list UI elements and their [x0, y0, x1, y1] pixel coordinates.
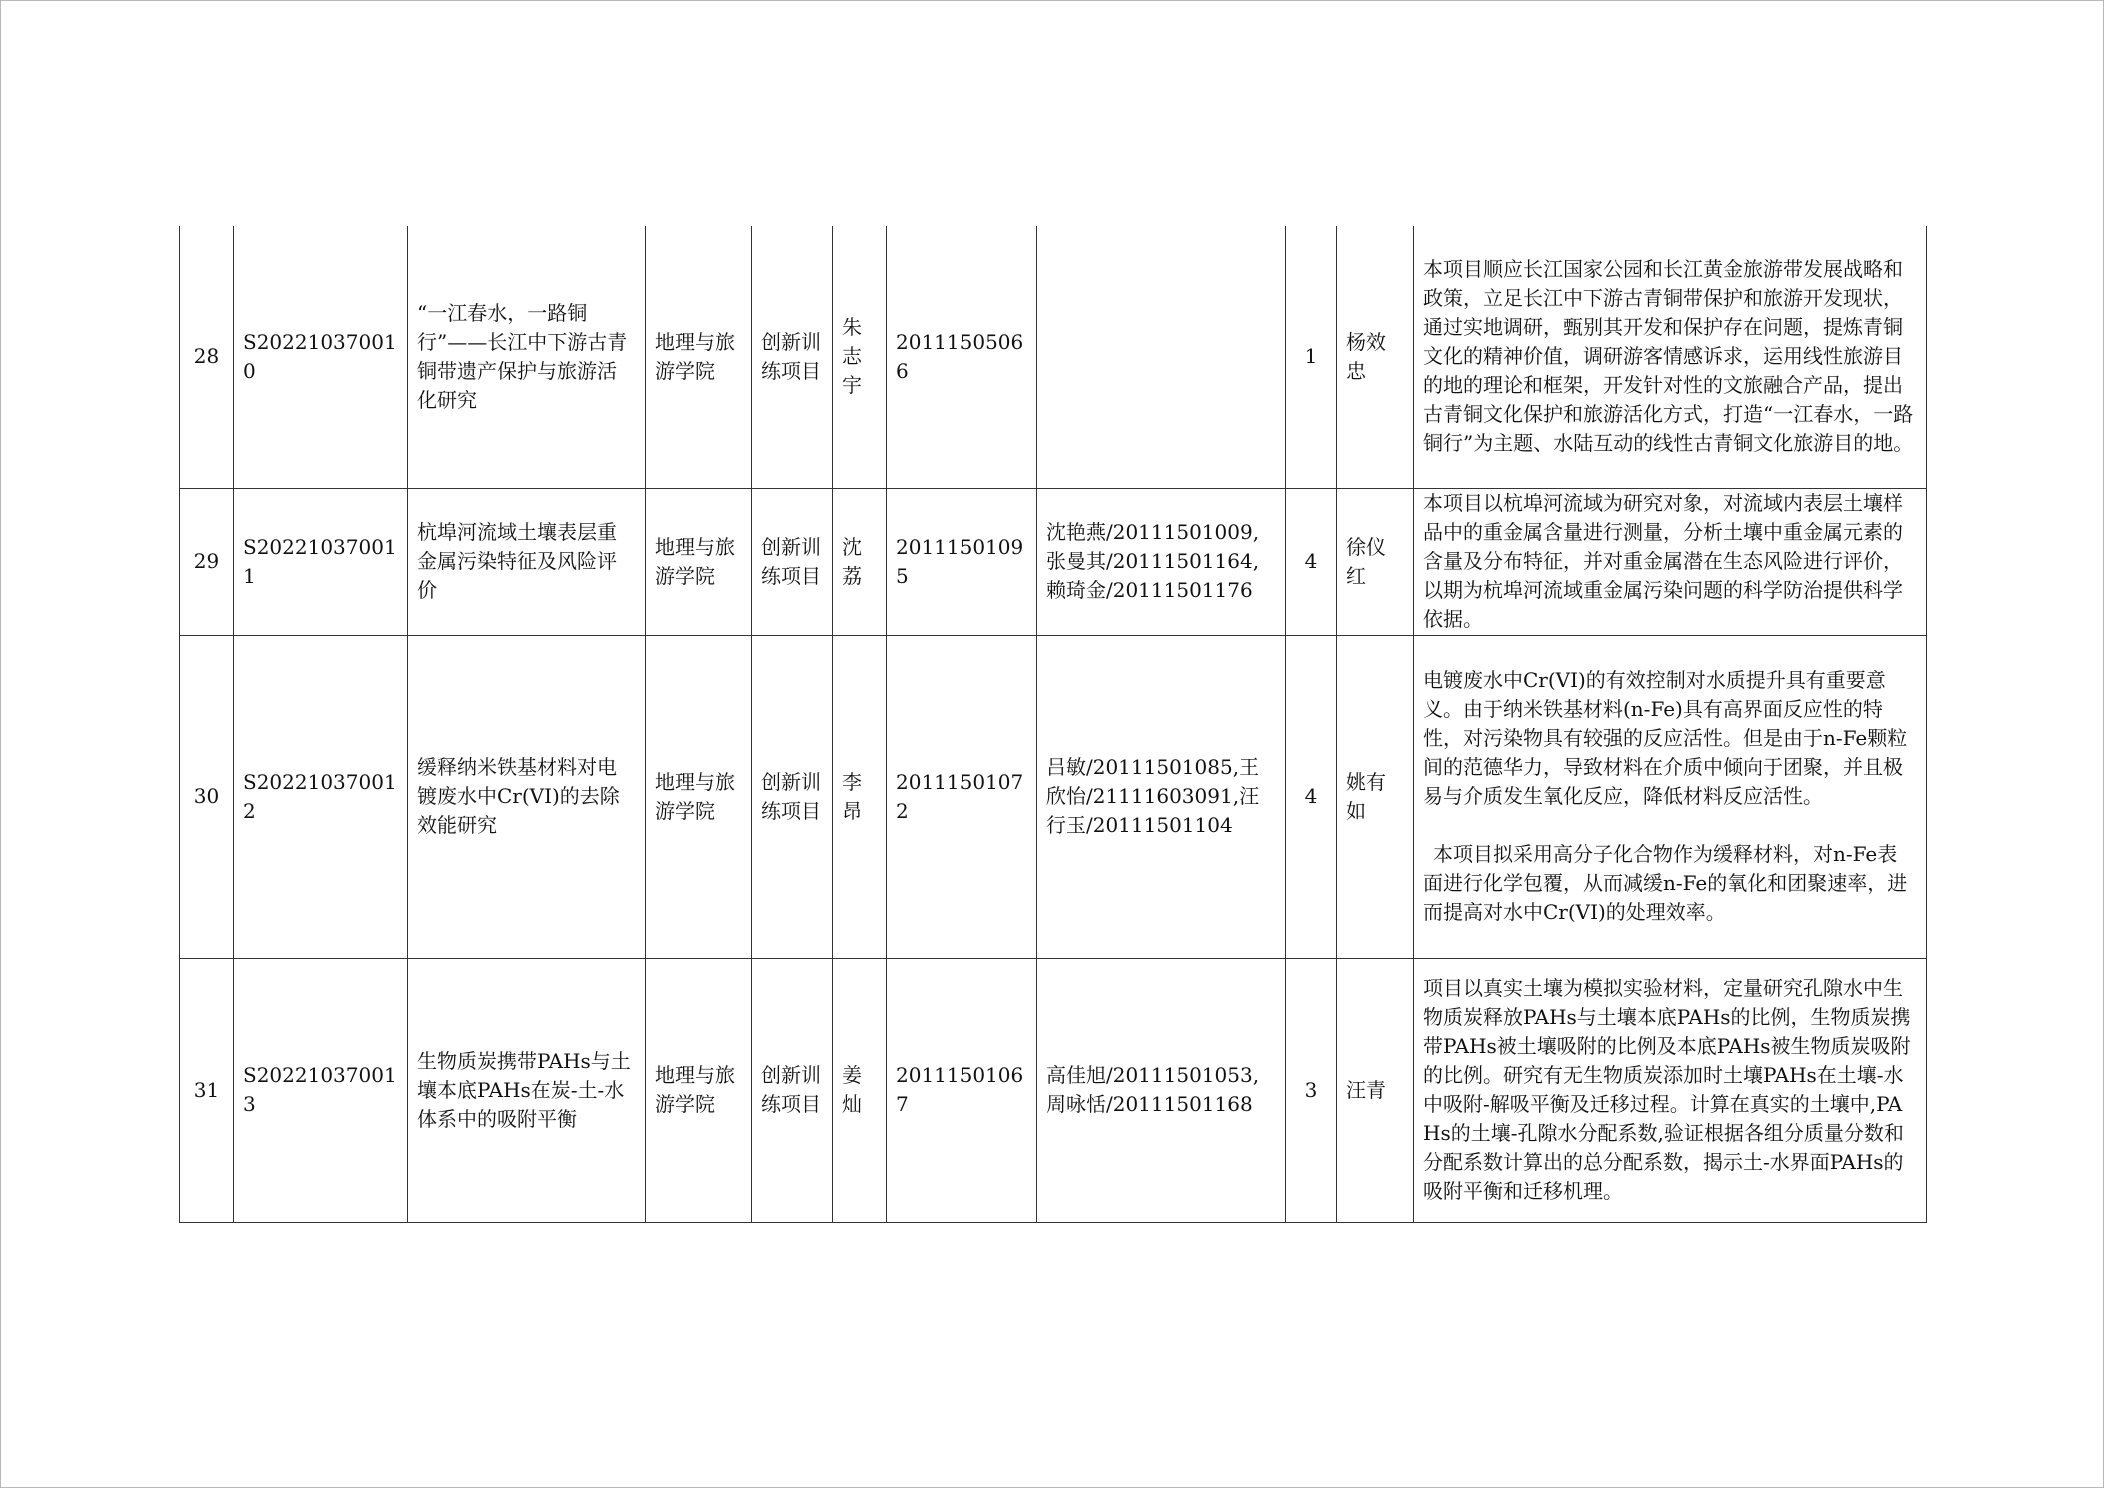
member-count: 1 — [1286, 226, 1337, 488]
row-number: 28 — [180, 226, 234, 488]
project-type: 创新训练项目 — [752, 635, 833, 958]
project-description — [1414, 488, 1927, 635]
project-code: S202210370010 — [234, 226, 408, 488]
members: 吕敏/20111501085,王欣怡/21111603091,汪行玉/20111501104 — [1037, 635, 1286, 958]
table-row — [180, 226, 1927, 488]
members: 沈艳燕/20111501009,张曼其/20111501164,赖琦金/20111501176 — [1037, 488, 1286, 635]
leader-id: 20111501072 — [887, 635, 1037, 958]
member-count: 4 — [1286, 635, 1337, 958]
project-code: S202210370011 — [234, 488, 408, 635]
project-title: 缓释纳米铁基材料对电镀废水中Cr(VI)的去除效能研究 — [408, 635, 646, 958]
member-count: 3 — [1286, 958, 1337, 1222]
project-title: “一江春水，一路铜行”——长江中下游古青铜带遗产保护与旅游活化研究 — [408, 226, 646, 488]
description-paragraph: 电镀废水中Cr(VI)的有效控制对水质提升具有重要意义。由于纳米铁基材料(n-Fe)具有高界面反应性的特性，对污染物具有较强的反应活性。但是由于n-Fe颗粒间的范德华力，导致材料在介质中倾向于团聚，并且极易与介质发生氧化反应，降低材料反应活性。 — [1423, 668, 1908, 808]
project-title: 生物质炭携带PAHs与土壤本底PAHs在炭-土-水体系中的吸附平衡 — [408, 958, 646, 1222]
advisor-name: 姚有如 — [1337, 635, 1414, 958]
project-table — [179, 226, 1927, 1223]
members: 高佳旭/20111501053,周咏恬/20111501168 — [1037, 958, 1286, 1222]
leader-id: 20111505066 — [887, 226, 1037, 488]
description-paragraph: 项目以真实土壤为模拟实验材料，定量研究孔隙水中生物质炭释放PAHs与土壤本底PAHs的比例，生物质炭携带PAHs被土壤吸附的比例及本底PAHs被生物质炭吸附的比例。研究有无生物质炭添加时土壤PAHs在土壤-水中吸附-解吸平衡及迁移过程。计算在真实的土壤中,PAHs的土壤-孔隙水分配系数,验证根据各组分质量分数和分配系数计算出的总分配系数，揭示土-水界面PAHs的吸附平衡和迁移机理。 — [1423, 976, 1911, 1203]
leader-name: 朱志宇 — [833, 226, 887, 488]
leader-id: 20111501095 — [887, 488, 1037, 635]
leader-name: 姜灿 — [833, 958, 887, 1222]
project-description — [1414, 635, 1927, 958]
college: 地理与旅游学院 — [646, 958, 752, 1222]
project-type: 创新训练项目 — [752, 488, 833, 635]
project-title: 杭埠河流域土壤表层重金属污染特征及风险评价 — [408, 488, 646, 635]
project-code: S202210370012 — [234, 635, 408, 958]
table-row — [180, 958, 1927, 1222]
row-number: 31 — [180, 958, 234, 1222]
project-description — [1414, 958, 1927, 1222]
description-paragraph: 本项目拟采用高分子化合物作为缓释材料，对n-Fe表面进行化学包覆，从而减缓n-Fe的氧化和团聚速率，进而提高对水中Cr(VI)的处理效率。 — [1423, 842, 1908, 924]
advisor-name: 汪青 — [1337, 958, 1414, 1222]
project-type: 创新训练项目 — [752, 958, 833, 1222]
description-paragraph: 本项目以杭埠河流域为研究对象，对流域内表层土壤样品中的重金属含量进行测量，分析土壤中重金属元素的含量及分布特征，并对重金属潜在生态风险进行评价，以期为杭埠河流域重金属污染问题的科学防治提供科学依据。 — [1423, 491, 1903, 631]
leader-name: 李昂 — [833, 635, 887, 958]
table-row — [180, 635, 1927, 958]
college: 地理与旅游学院 — [646, 488, 752, 635]
project-code: S202210370013 — [234, 958, 408, 1222]
college: 地理与旅游学院 — [646, 635, 752, 958]
members — [1037, 226, 1286, 488]
table-row — [180, 488, 1927, 635]
leader-name: 沈荔 — [833, 488, 887, 635]
advisor-name: 徐仪红 — [1337, 488, 1414, 635]
row-number: 30 — [180, 635, 234, 958]
project-description — [1414, 226, 1927, 488]
member-count: 4 — [1286, 488, 1337, 635]
leader-id: 20111501067 — [887, 958, 1037, 1222]
project-type: 创新训练项目 — [752, 226, 833, 488]
row-number: 29 — [180, 488, 234, 635]
college: 地理与旅游学院 — [646, 226, 752, 488]
advisor-name: 杨效忠 — [1337, 226, 1414, 488]
description-paragraph: 本项目顺应长江国家公园和长江黄金旅游带发展战略和政策，立足长江中下游古青铜带保护和旅游开发现状，通过实地调研，甄别其开发和保护存在问题，提炼青铜文化的精神价值，调研游客情感诉求，运用线性旅游目的地的理论和框架，开发针对性的文旅融合产品，提出古青铜文化保护和旅游活化方式，打造“一江春水，一路铜行”为主题、水陆互动的线性古青铜文化旅游目的地。 — [1423, 257, 1914, 456]
